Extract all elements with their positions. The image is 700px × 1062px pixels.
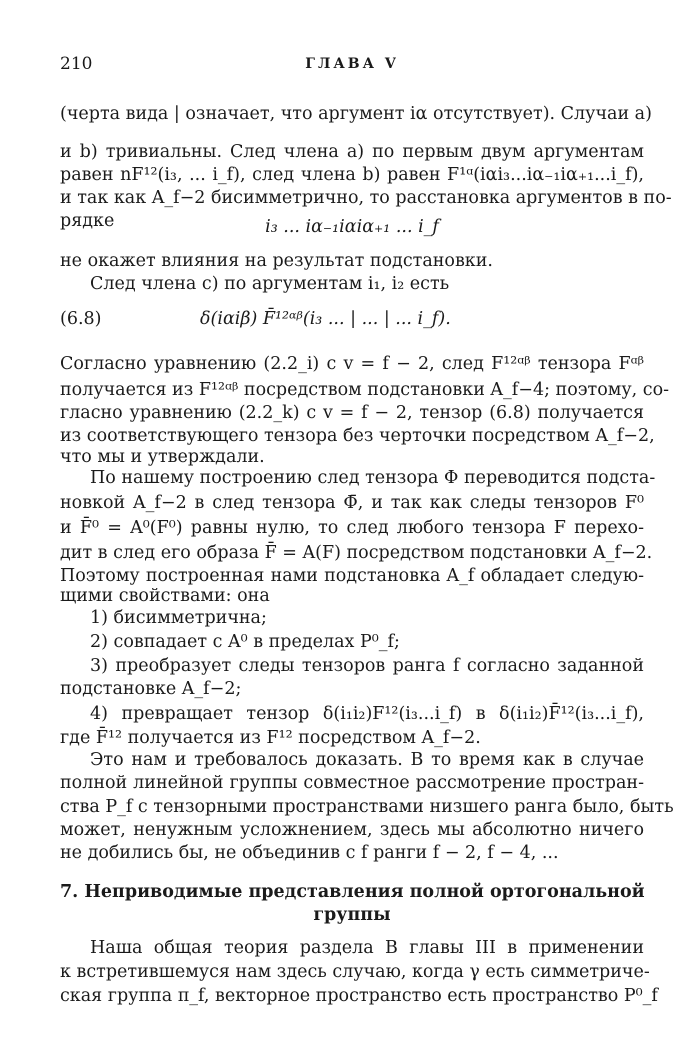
section-heading: группы [313, 905, 391, 925]
text-line: не окажет влияния на результат подстановки. [60, 251, 493, 271]
text-line: щими свойствами: она [60, 586, 270, 606]
text-line: Наша общая теория раздела В главы III в применении [90, 938, 644, 958]
text-line: По нашему построению след тензора Φ переводится подста- [90, 468, 656, 488]
text-line: и так как A_f−2 бисимметрично, то расстановка аргументов в по- [60, 188, 672, 208]
text-line: равен nF¹²(i₃, ... i_f), след члена b) равен F¹ᵅ(iαi₃...iα₋₁iα₊₁...i_f), [60, 165, 644, 185]
text-line: полной линейной группы совместное рассмотрение простран- [60, 773, 644, 793]
text-line: ства P_f с тензорными пространствами низшего ранга было, быть [60, 797, 674, 817]
text-line: получается из F¹²ᵅᵝ посредством подстановки A_f−4; поэтому, со- [60, 380, 670, 400]
text-line: рядке [60, 211, 115, 231]
text-line: гласно уравнению (2.2_k) с v = f − 2, тензор (6.8) получается [60, 403, 644, 423]
text-line: След члена с) по аргументам i₁, i₂ есть [90, 274, 450, 294]
equation: δ(iαiβ) F̄¹²ᵅᵝ(i₃ ... | ... | ... i_f). [200, 309, 451, 329]
text-line: где F̄¹² получается из F¹² посредством A_f−2. [60, 728, 481, 748]
list-item: 3) преобразует следы тензоров ранга f согласно заданной [90, 656, 644, 676]
page-number: 210 [60, 54, 93, 74]
text-line: Это нам и требовалось доказать. В то время как в случае [90, 750, 644, 770]
text-line: дит в след его образа F̄ = A(F) посредством подстановки A_f−2. [60, 543, 653, 563]
list-item: 2) совпадает с A⁰ в пределах P⁰_f; [90, 632, 400, 652]
running-head: ГЛАВА V [305, 56, 399, 72]
list-item: подстановке A_f−2; [60, 679, 242, 699]
equation-number: (6.8) [60, 309, 102, 329]
section-heading: 7. Неприводимые представления полной ортогональной [60, 882, 645, 902]
inline-formula: i₃ ... iα₋₁iαiα₊₁ ... i_f [265, 217, 439, 237]
text-line: Согласно уравнению (2.2_i) с v = f − 2, след F¹²ᵅᵝ тензора Fᵅᵝ [60, 354, 644, 374]
text-line: и F̄⁰ = A⁰(F⁰) равны нулю, то след любого тензора F перехо- [60, 518, 644, 538]
text-line: ская группа π_f, векторное пространство есть пространство P⁰_f [60, 986, 658, 1006]
text-line: (черта вида | означает, что аргумент iα отсутствует). Случаи а) [60, 104, 652, 124]
list-item: 1) бисимметрична; [90, 608, 267, 628]
text-line: из соответствующего тензора без черточки посредством A_f−2, [60, 426, 655, 446]
text-line: что мы и утверждали. [60, 447, 265, 467]
text-line: к встретившемуся нам здесь случаю, когда γ есть симметриче- [60, 962, 650, 982]
text-line: Поэтому построенная нами подстановка A_f обладает следую- [60, 566, 644, 586]
text-line: и b) тривиальны. След члена а) по первым двум аргументам [60, 142, 644, 162]
list-item: 4) превращает тензор δ(i₁i₂)F¹²(i₃...i_f) в δ(i₁i₂)F̄¹²(i₃...i_f), [90, 704, 644, 724]
text-line: не добились бы, не объединив с f ранги f − 2, f − 4, ... [60, 843, 559, 863]
text-line: новкой A_f−2 в след тензора Φ̄, и так как следы тензоров F⁰ [60, 493, 644, 513]
text-line: может, ненужным усложнением, здесь мы абсолютно ничего [60, 820, 644, 840]
page-header [60, 52, 644, 76]
